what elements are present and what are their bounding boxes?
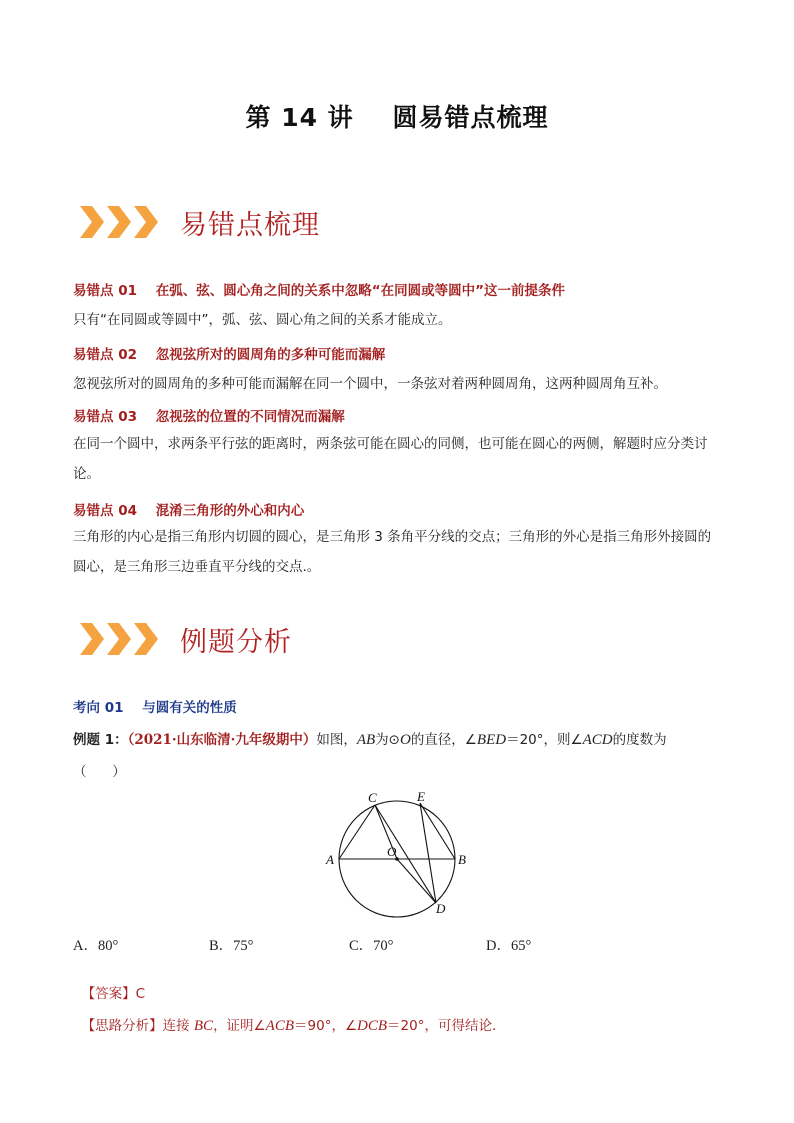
analysis-label: 【思路分析】 [81, 1018, 163, 1034]
question-text: 为⊙ [375, 732, 400, 748]
analysis-text: 连接 [162, 1018, 194, 1034]
analysis-text: ，证明∠ [213, 1018, 266, 1034]
label-o: O [387, 844, 397, 859]
option-c[interactable]: C．70° [349, 938, 394, 954]
analysis-text: ＝90°，∠ [294, 1018, 358, 1034]
var-acd: ACD [582, 732, 613, 748]
option-a[interactable]: A．80° [73, 938, 119, 954]
answer-options [73, 934, 633, 954]
example-source: （2021·山东临清·九年级期中） [127, 732, 317, 748]
section-header-errors [80, 199, 320, 245]
answer-value: C [135, 986, 146, 1002]
chevrons-icon [80, 204, 162, 240]
segment-ac [339, 805, 375, 859]
error-point-heading: 易错点 03 忽视弦的位置的不同情况而漏解 [73, 409, 345, 425]
answer-label: 【答案】 [81, 986, 136, 1002]
segment-eb [420, 803, 455, 859]
var-dcb: DCB [357, 1018, 388, 1034]
error-point-heading: 易错点 02 忽视弦所对的圆周角的多种可能而漏解 [73, 347, 386, 363]
var-bed: BED [476, 732, 507, 748]
var-bc: BC [193, 1018, 214, 1034]
page-title: 第 14 讲 圆易错点梳理 [245, 103, 549, 132]
circle-figure [320, 789, 480, 929]
label-a: A [326, 852, 334, 867]
section-title: 例题分析 [180, 626, 292, 658]
var-o: O [399, 732, 411, 748]
section-header-examples [80, 616, 292, 662]
answer-blank: （ ） [73, 764, 126, 780]
analysis-line [73, 998, 505, 1035]
label-d: D [436, 901, 446, 916]
question-text: 如图， [316, 732, 357, 748]
label-c: C [368, 790, 377, 805]
answer-line [73, 966, 145, 1002]
error-point-text: 三角形的内心是指三角形内切圆的圆心，是三角形 3 条角平分线的交点；三角形的外心是指三角形外接圆的圆心，是三角形三边垂直平分线的交点.。 [73, 529, 712, 575]
error-point-heading: 易错点 04 混淆三角形的外心和内心 [73, 503, 305, 519]
option-d[interactable]: D．65° [486, 938, 532, 954]
direction-heading: 考向 01 与圆有关的性质 [73, 700, 237, 716]
segment-cd [375, 805, 436, 903]
option-b[interactable]: B．75° [209, 938, 254, 954]
section-title: 易错点梳理 [180, 209, 320, 241]
var-ab: AB [356, 732, 376, 748]
analysis-text: ＝20°，可得结论． [387, 1018, 506, 1034]
example-label: 例题 1： [73, 732, 128, 748]
question-text: ＝20°，则∠ [506, 732, 583, 748]
example-question [73, 728, 723, 749]
error-point-text: 忽视弦所对的圆周角的多种可能而漏解在同一个圆中，一条弦对着两种圆周角，这两种圆周角互补。 [73, 376, 667, 392]
error-point-text: 在同一个圆中，求两条平行弦的距离时，两条弦可能在圆心的同侧，也可能在圆心的两侧，解题时应分类讨论。 [73, 436, 708, 482]
question-text: 的度数为 [612, 732, 667, 748]
label-b: B [458, 852, 466, 867]
error-point-text: 只有“在同圆或等圆中”，弧、弦、圆心角之间的关系才能成立。 [73, 312, 452, 328]
chevrons-icon [80, 621, 162, 657]
label-e: E [417, 789, 425, 804]
question-text: 的直径，∠ [410, 732, 477, 748]
error-point-heading: 易错点 01 在弧、弦、圆心角之间的关系中忽略“在同圆或等圆中”这一前提条件 [73, 283, 566, 299]
var-acb: ACB [265, 1018, 295, 1034]
